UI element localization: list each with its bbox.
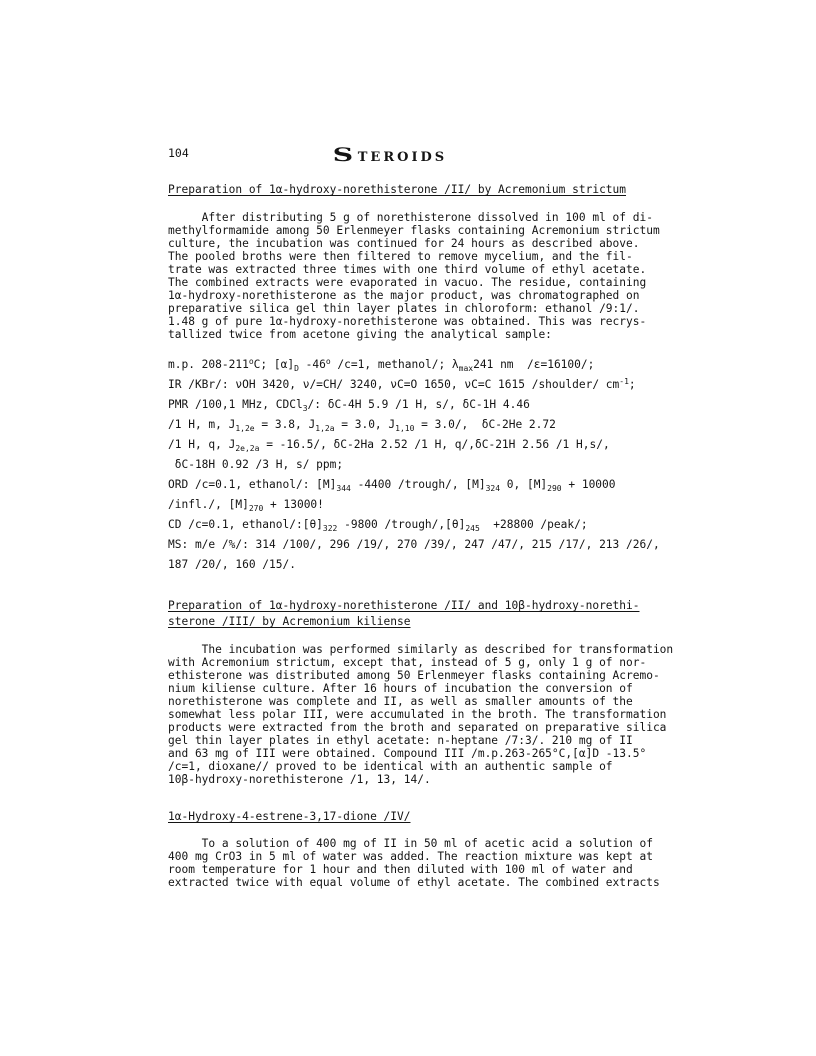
body-line: somewhat less polar III, were accumulated in the broth. The transformation [168,708,667,721]
body-line: trate was extracted three times with one third volume of ethyl acetate. [168,263,647,276]
data-line-ms: MS: m/e /%/: 314 /100/, 296 /19/, 270 /39/, 247 /47/, 215 /17/, 213 /26/, [168,538,660,551]
body-line: The incubation was performed similarly as described for transformation [168,643,674,656]
body-line: methylformamide among 50 Erlenmeyer flasks containing Acremonium strictum [168,224,660,237]
body-line: gel thin layer plates in ethyl acetate: n-heptane /7:3/. 210 mg of II [168,734,633,747]
body-line: 400 mg CrO3 in 5 ml of water was added. The reaction mixture was kept at [168,850,653,863]
data-line-mp: m.p. 208-211$^o$C; $[\alpha]_D$ -46$^o$ /c=1, methanol/; $\lambda_{max}241$ nm /ε=16100/; [168,357,595,373]
body-line: norethisterone was complete and II, as well as smaller amounts of the [168,695,633,708]
body-line: nium kiliense culture. After 16 hours of incubation the conversion of [168,682,633,695]
body-line: 1α-hydroxy-norethisterone as the major product, was chromatographed on [168,289,640,302]
body-line: To a solution of 400 mg of II in 50 ml of acetic acid a solution of [168,837,653,850]
body-line: culture, the incubation was continued for 24 hours as described above. [168,237,640,250]
section-heading-3: 1α-Hydroxy-4-estrene-3,17-dione /IV/ [168,810,411,823]
data-line-cd: CD /c=0.1, ethanol/$:[\theta]_{322}$ -9800 $/trough/,[\theta]_{245} +28800$ /peak/; [168,518,588,533]
body-line: products were extracted from the broth and separated on preparative silica [168,721,667,734]
data-line-ord: /infl./, $[M]_{270} + 13000$! [168,498,324,513]
journal-title-rest: TEROIDS [357,150,448,165]
body-line: tallized twice from acetone giving the analytical sample: [168,328,552,341]
body-line: 1.48 g of pure 1α-hydroxy-norethisterone was obtained. This was recrys- [168,315,647,328]
body-line: room temperature for 1 hour and then diluted with 100 ml of water and [168,863,633,876]
data-line-pmr: δC-18H 0.92 /3 H, s/ ppm; [168,458,344,471]
data-line-ir: IR /KBr/: νOH 3420, ν/=CH/ 3240, νC=O 1650, νC=C 1615 /shoulder/ $cm^{-1}$; [168,377,636,391]
body-line: and 63 mg of III were obtained. Compound III /m.p.263-265°C,[α]D -13.5° [168,747,647,760]
page-number: 104 [168,146,189,160]
body-line: /c=1, dioxane// proved to be identical with an authentic sample of [168,760,613,773]
data-line-pmr: /1 H, m, $J_{1,2e} = 3.8$, $J_{1,2a} = 3.0$, $J_{1,10} = 3.0/$, δC-2He 2.72 [168,418,556,433]
data-line-ord: ORD /c=0.1, ethanol/: $[M]_{344}$ -4400 /trough/, $[M]_{324}$ 0, $[M]_{290} + 10000$ [168,478,616,493]
body-line: ethisterone was distributed among 50 Erlenmeyer flasks containing Acremo- [168,669,660,682]
body-line: with Acremonium strictum, except that, instead of 5 g, only 1 g of nor- [168,656,647,669]
journal-title-initial: S [332,144,354,166]
body-line: The pooled broths were then filtered to remove mycelium, and the fil- [168,250,633,263]
body-line: The combined extracts were evaporated in vacuo. The residue, containing [168,276,647,289]
section-heading-1: Preparation of 1α-hydroxy-norethisterone /II/ by Acremonium strictum [168,183,627,196]
body-line: preparative silica gel thin layer plates in chloroform: ethanol /9:1/. [168,302,640,315]
data-line-pmr: PMR /100,1 MHz, CDCl$_3$/: δC-4H 5.9 /1 H, s/, δC-1H 4.46 [168,398,530,413]
data-line-ms: 187 /20/, 160 /15/. [168,558,296,571]
body-line: After distributing 5 g of norethisterone dissolved in 100 ml of di- [168,211,653,224]
journal-title [332,144,448,166]
section-heading-2: Preparation of 1α-hydroxy-norethisterone /II/ and 10β-hydroxy-norethi- [168,599,640,612]
body-line: extracted twice with equal volume of ethyl acetate. The combined extracts [168,876,660,889]
data-line-pmr: /1 H, q, $J_{2e,2a} = -16.5/$, δC-2Ha 2.52 /1 H, q/,δC-21H 2.56 /1 H,s/, [168,438,610,453]
body-line: 10β-hydroxy-norethisterone /1, 13, 14/. [168,773,431,786]
section-heading-2-cont: sterone /III/ by Acremonium kiliense [168,615,411,628]
